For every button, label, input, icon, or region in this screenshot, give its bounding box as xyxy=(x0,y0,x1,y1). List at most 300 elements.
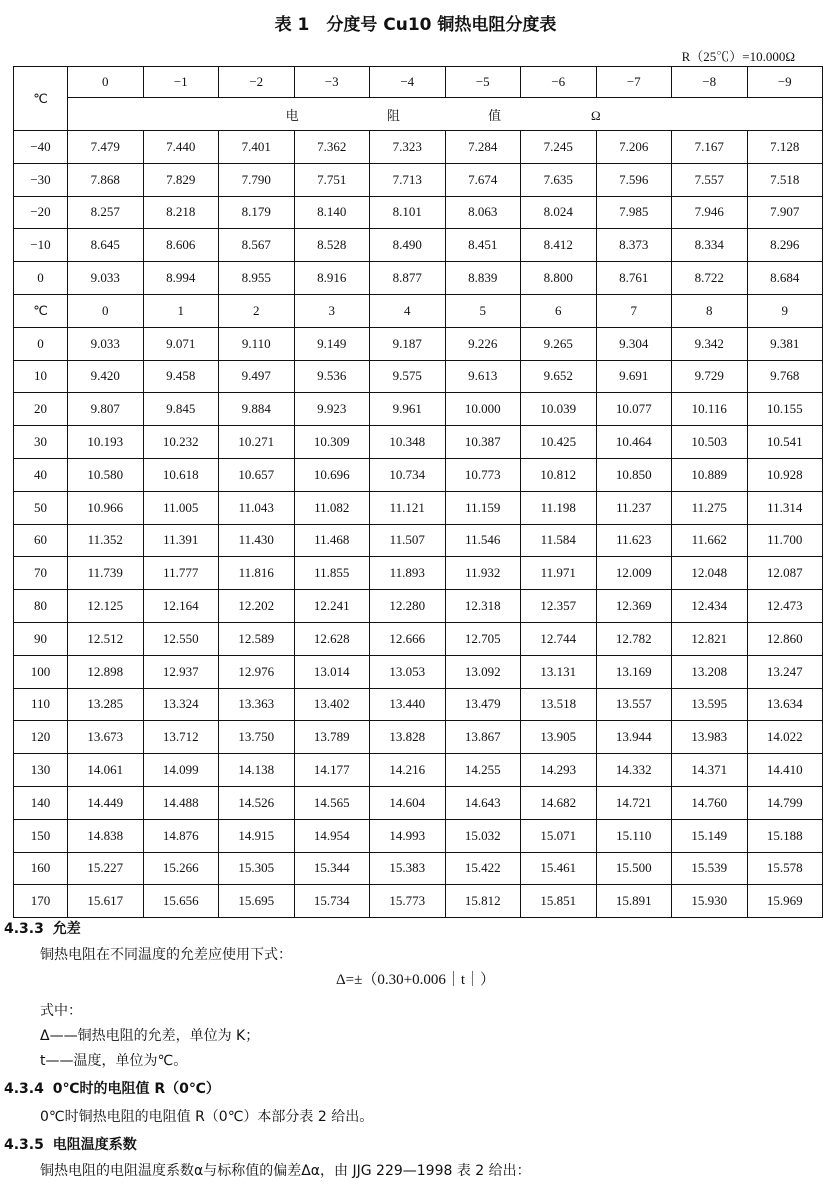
resistance-cell: 14.721 xyxy=(596,786,672,819)
resistance-cell: 8.490 xyxy=(370,229,446,262)
resistance-cell: 11.391 xyxy=(143,524,219,557)
resistance-cell: 7.167 xyxy=(672,131,748,164)
resistance-cell: 12.280 xyxy=(370,590,446,623)
unit-word: 电 xyxy=(285,107,301,123)
temperature-cell: 20 xyxy=(14,393,68,426)
resistance-cell: 13.053 xyxy=(370,655,446,688)
resistance-cell: 12.202 xyxy=(219,590,295,623)
resistance-cell: 9.575 xyxy=(370,360,446,393)
resistance-cell: 9.807 xyxy=(68,393,144,426)
resistance-cell: 11.275 xyxy=(672,491,748,524)
resistance-cell: 11.314 xyxy=(747,491,823,524)
table-row xyxy=(14,622,823,655)
resistance-cell: 11.739 xyxy=(68,557,144,590)
temperature-cell: 100 xyxy=(14,655,68,688)
resistance-cell: 10.966 xyxy=(68,491,144,524)
resistance-cell: 14.604 xyxy=(370,786,446,819)
column-header: 3 xyxy=(294,294,370,327)
resistance-cell: 11.855 xyxy=(294,557,370,590)
temperature-cell: 60 xyxy=(14,524,68,557)
column-header: 0 xyxy=(68,294,144,327)
resistance-cell: 12.241 xyxy=(294,590,370,623)
unit-row xyxy=(14,98,823,131)
resistance-cell: 7.790 xyxy=(219,163,295,196)
column-header: 4 xyxy=(370,294,446,327)
resistance-cell: 14.954 xyxy=(294,819,370,852)
temperature-cell: 130 xyxy=(14,754,68,787)
resistance-cell: 9.149 xyxy=(294,327,370,360)
unit-word: 值 xyxy=(488,107,504,123)
resistance-cell: 11.777 xyxy=(143,557,219,590)
resistance-cell: 7.362 xyxy=(294,131,370,164)
resistance-cell: 14.371 xyxy=(672,754,748,787)
resistance-cell: 15.539 xyxy=(672,852,748,885)
resistance-cell: 8.955 xyxy=(219,262,295,295)
resistance-cell: 14.526 xyxy=(219,786,295,819)
table-row xyxy=(14,426,823,459)
resistance-cell: 15.930 xyxy=(672,885,748,918)
resistance-cell: 7.245 xyxy=(521,131,597,164)
resistance-cell: 11.468 xyxy=(294,524,370,557)
resistance-cell: 15.461 xyxy=(521,852,597,885)
resistance-cell: 12.821 xyxy=(672,622,748,655)
resistance-cell: 7.907 xyxy=(747,196,823,229)
resistance-cell: 13.634 xyxy=(747,688,823,721)
resistance-cell: 15.344 xyxy=(294,852,370,885)
resistance-cell: 15.188 xyxy=(747,819,823,852)
resistance-cell: 9.265 xyxy=(521,327,597,360)
resistance-cell: 8.218 xyxy=(143,196,219,229)
temperature-cell: 0 xyxy=(14,327,68,360)
resistance-cell: 11.198 xyxy=(521,491,597,524)
resistance-cell: 8.451 xyxy=(445,229,521,262)
resistance-cell: 13.595 xyxy=(672,688,748,721)
resistance-cell: 12.357 xyxy=(521,590,597,623)
resistance-cell: 12.937 xyxy=(143,655,219,688)
resistance-cell: 14.876 xyxy=(143,819,219,852)
resistance-cell: 9.033 xyxy=(68,262,144,295)
resistance-cell: 12.048 xyxy=(672,557,748,590)
resistance-cell: 11.584 xyxy=(521,524,597,557)
resistance-cell: 10.309 xyxy=(294,426,370,459)
resistance-cell: 7.596 xyxy=(596,163,672,196)
resistance-cell: 15.617 xyxy=(68,885,144,918)
tolerance-intro: 铜热电阻在不同温度的允差应使用下式： xyxy=(40,947,292,963)
table-title: 表 1 分度号 Cu10 铜热电阻分度表 xyxy=(274,15,557,35)
column-header: −1 xyxy=(143,67,219,98)
resistance-cell: 14.760 xyxy=(672,786,748,819)
resistance-cell: 14.255 xyxy=(445,754,521,787)
resistance-cell: 7.751 xyxy=(294,163,370,196)
resistance-cell: 10.271 xyxy=(219,426,295,459)
unit-word: Ω xyxy=(591,107,603,123)
resistance-cell: 10.000 xyxy=(445,393,521,426)
resistance-cell: 9.033 xyxy=(68,327,144,360)
resistance-cell: 8.063 xyxy=(445,196,521,229)
table-row xyxy=(14,688,823,721)
resistance-cell: 15.071 xyxy=(521,819,597,852)
resistance-cell: 12.318 xyxy=(445,590,521,623)
resistance-cell: 8.994 xyxy=(143,262,219,295)
table-row xyxy=(14,885,823,918)
resistance-cell: 11.546 xyxy=(445,524,521,557)
temperature-cell: 150 xyxy=(14,819,68,852)
resistance-cell: 9.961 xyxy=(370,393,446,426)
resistance-cell: 7.440 xyxy=(143,131,219,164)
resistance-cell: 13.014 xyxy=(294,655,370,688)
table-row xyxy=(14,131,823,164)
resistance-cell: 12.898 xyxy=(68,655,144,688)
column-header: 8 xyxy=(672,294,748,327)
resistance-cell: 13.983 xyxy=(672,721,748,754)
resistance-cell: 15.851 xyxy=(521,885,597,918)
resistance-cell: 10.193 xyxy=(68,426,144,459)
temperature-cell: 40 xyxy=(14,458,68,491)
resistance-cell: 15.734 xyxy=(294,885,370,918)
resistance-cell: 15.305 xyxy=(219,852,295,885)
resistance-cell: 10.928 xyxy=(747,458,823,491)
resistance-cell: 9.923 xyxy=(294,393,370,426)
resistance-cell: 8.916 xyxy=(294,262,370,295)
resistance-cell: 12.666 xyxy=(370,622,446,655)
resistance-cell: 8.101 xyxy=(370,196,446,229)
resistance-cell: 12.125 xyxy=(68,590,144,623)
table-row xyxy=(14,754,823,787)
column-header: 5 xyxy=(445,294,521,327)
resistance-cell: 14.682 xyxy=(521,786,597,819)
resistance-cell: 9.691 xyxy=(596,360,672,393)
resistance-cell: 14.293 xyxy=(521,754,597,787)
resistance-cell: 10.387 xyxy=(445,426,521,459)
resistance-cell: 15.149 xyxy=(672,819,748,852)
temperature-unit-cell: ℃ xyxy=(14,67,68,131)
temperature-cell: 10 xyxy=(14,360,68,393)
resistance-cell: 10.850 xyxy=(596,458,672,491)
resistance-cell: 12.705 xyxy=(445,622,521,655)
temperature-cell: 50 xyxy=(14,491,68,524)
resistance-cell: 9.613 xyxy=(445,360,521,393)
resistance-cell: 11.043 xyxy=(219,491,295,524)
resistance-cell: 8.024 xyxy=(521,196,597,229)
resistance-cell: 13.867 xyxy=(445,721,521,754)
resistance-cell: 14.449 xyxy=(68,786,144,819)
resistance-cell: 9.729 xyxy=(672,360,748,393)
resistance-cell: 12.860 xyxy=(747,622,823,655)
resistance-cell: 8.839 xyxy=(445,262,521,295)
resistance-cell: 15.656 xyxy=(143,885,219,918)
resistance-cell: 15.500 xyxy=(596,852,672,885)
tolerance-formula: Δ=±（0.30+0.006｜t｜） xyxy=(336,972,495,988)
column-header: −3 xyxy=(294,67,370,98)
resistance-cell: 9.110 xyxy=(219,327,295,360)
resistance-cell: 12.550 xyxy=(143,622,219,655)
table-row xyxy=(14,229,823,262)
resistance-cell: 8.761 xyxy=(596,262,672,295)
column-header: 0 xyxy=(68,67,144,98)
table-row xyxy=(14,819,823,852)
resistance-cell: 11.816 xyxy=(219,557,295,590)
temperature-cell: 30 xyxy=(14,426,68,459)
resistance-cell: 12.976 xyxy=(219,655,295,688)
unit-word: 阻 xyxy=(386,107,402,123)
resistance-cell: 10.889 xyxy=(672,458,748,491)
resistance-cell: 14.993 xyxy=(370,819,446,852)
resistance-cell: 10.696 xyxy=(294,458,370,491)
resistance-cell: 11.507 xyxy=(370,524,446,557)
resistance-cell: 13.285 xyxy=(68,688,144,721)
temperature-cell: 90 xyxy=(14,622,68,655)
resistance-cell: 7.635 xyxy=(521,163,597,196)
resistance-cell: 9.845 xyxy=(143,393,219,426)
where-label: 式中： xyxy=(40,1003,82,1019)
column-header: 7 xyxy=(596,294,672,327)
resistance-cell: 9.342 xyxy=(672,327,748,360)
resistance-cell: 13.208 xyxy=(672,655,748,688)
resistance-cell: 8.179 xyxy=(219,196,295,229)
resistance-cell: 11.352 xyxy=(68,524,144,557)
resistance-cell: 12.512 xyxy=(68,622,144,655)
resistance-cell: 12.744 xyxy=(521,622,597,655)
table-row xyxy=(14,721,823,754)
resistance-cell: 13.789 xyxy=(294,721,370,754)
resistance-cell: 7.284 xyxy=(445,131,521,164)
temperature-cell: 110 xyxy=(14,688,68,721)
resistance-cell: 15.812 xyxy=(445,885,521,918)
resistance-cell: 13.092 xyxy=(445,655,521,688)
column-header: −4 xyxy=(370,67,446,98)
resistance-cell: 13.324 xyxy=(143,688,219,721)
section-4-3-5-heading: 4.3.5 电阻温度系数 xyxy=(4,1137,137,1153)
resistance-cell: 15.969 xyxy=(747,885,823,918)
resistance-cell: 10.580 xyxy=(68,458,144,491)
resistance-cell: 8.528 xyxy=(294,229,370,262)
definition-delta: Δ——铜热电阻的允差，单位为 K； xyxy=(40,1028,260,1044)
temperature-cell: −20 xyxy=(14,196,68,229)
resistance-cell: 8.645 xyxy=(68,229,144,262)
resistance-cell: 15.266 xyxy=(143,852,219,885)
temperature-cell: 140 xyxy=(14,786,68,819)
section-4-3-4-heading: 4.3.4 0℃时的电阻值 R（0℃） xyxy=(4,1081,220,1097)
resistance-cell: 13.557 xyxy=(596,688,672,721)
resistance-cell: 9.381 xyxy=(747,327,823,360)
resistance-cell: 15.422 xyxy=(445,852,521,885)
temperature-coefficient-text: 铜热电阻的电阻温度系数α与标称值的偏差Δα，由 JJG 229—1998 表 2 给出： xyxy=(40,1163,531,1179)
table-row xyxy=(14,163,823,196)
column-header: −6 xyxy=(521,67,597,98)
resistance-cell: 7.946 xyxy=(672,196,748,229)
resistance-cell: 13.712 xyxy=(143,721,219,754)
resistance-cell: 8.722 xyxy=(672,262,748,295)
table-row xyxy=(14,491,823,524)
resistance-cell: 11.237 xyxy=(596,491,672,524)
resistance-cell: 14.099 xyxy=(143,754,219,787)
resistance-cell: 10.618 xyxy=(143,458,219,491)
resistance-cell: 13.750 xyxy=(219,721,295,754)
resistance-cell: 14.799 xyxy=(747,786,823,819)
resistance-cell: 14.838 xyxy=(68,819,144,852)
resistance-cell: 14.565 xyxy=(294,786,370,819)
resistance-cell: 15.891 xyxy=(596,885,672,918)
table-row xyxy=(14,786,823,819)
resistance-cell: 13.518 xyxy=(521,688,597,721)
resistance-cell: 12.087 xyxy=(747,557,823,590)
resistance-cell: 8.606 xyxy=(143,229,219,262)
resistance-cell: 14.410 xyxy=(747,754,823,787)
resistance-cell: 10.077 xyxy=(596,393,672,426)
resistance-cell: 14.332 xyxy=(596,754,672,787)
resistance-cell: 9.071 xyxy=(143,327,219,360)
column-header: 1 xyxy=(143,294,219,327)
resistance-cell: 10.734 xyxy=(370,458,446,491)
column-header: 6 xyxy=(521,294,597,327)
column-header: 9 xyxy=(747,294,823,327)
resistance-cell: 13.479 xyxy=(445,688,521,721)
resistance-cell: 11.430 xyxy=(219,524,295,557)
resistance-cell: 8.567 xyxy=(219,229,295,262)
section-4-3-3-heading: 4.3.3 允差 xyxy=(4,921,81,937)
temperature-cell: −40 xyxy=(14,131,68,164)
resistance-cell: 8.800 xyxy=(521,262,597,295)
resistance-cell: 14.488 xyxy=(143,786,219,819)
resistance-cell: 13.828 xyxy=(370,721,446,754)
temperature-unit-cell: ℃ xyxy=(14,294,68,327)
table-row xyxy=(14,524,823,557)
resistance-cell: 11.971 xyxy=(521,557,597,590)
resistance-cell: 8.140 xyxy=(294,196,370,229)
resistance-cell: 11.005 xyxy=(143,491,219,524)
resistance-cell: 7.401 xyxy=(219,131,295,164)
resistance-cell: 9.652 xyxy=(521,360,597,393)
resistance-cell: 10.464 xyxy=(596,426,672,459)
table-row xyxy=(14,196,823,229)
resistance-cell: 11.662 xyxy=(672,524,748,557)
temperature-cell: −10 xyxy=(14,229,68,262)
resistance-cell: 12.164 xyxy=(143,590,219,623)
reference-resistance-note: R（25℃）=10.000Ω xyxy=(681,49,795,64)
resistance-cell: 13.131 xyxy=(521,655,597,688)
resistance-cell: 7.479 xyxy=(68,131,144,164)
resistance-cell: 7.557 xyxy=(672,163,748,196)
temperature-cell: 70 xyxy=(14,557,68,590)
column-header: −9 xyxy=(747,67,823,98)
resistance-cell: 8.296 xyxy=(747,229,823,262)
resistance-cell: 12.473 xyxy=(747,590,823,623)
positive-header-row xyxy=(14,294,823,327)
resistance-cell: 8.877 xyxy=(370,262,446,295)
resistance-cell: 10.503 xyxy=(672,426,748,459)
temperature-cell: 160 xyxy=(14,852,68,885)
resistance-cell: 12.434 xyxy=(672,590,748,623)
resistance-cell: 15.695 xyxy=(219,885,295,918)
resistance-cell: 10.657 xyxy=(219,458,295,491)
table-row xyxy=(14,262,823,295)
resistance-cell: 10.425 xyxy=(521,426,597,459)
zero-resistance-text: 0℃时铜热电阻的电阻值 R（0℃）本部分表 2 给出。 xyxy=(40,1109,374,1125)
resistance-cell: 14.915 xyxy=(219,819,295,852)
column-header: −8 xyxy=(672,67,748,98)
resistance-cell: 7.674 xyxy=(445,163,521,196)
resistance-cell: 10.116 xyxy=(672,393,748,426)
table-row xyxy=(14,655,823,688)
resistance-cell: 7.323 xyxy=(370,131,446,164)
column-header: −5 xyxy=(445,67,521,98)
resistance-cell: 11.082 xyxy=(294,491,370,524)
resistance-cell: 15.578 xyxy=(747,852,823,885)
resistance-cell: 13.402 xyxy=(294,688,370,721)
resistance-cell: 7.713 xyxy=(370,163,446,196)
resistance-cell: 14.216 xyxy=(370,754,446,787)
resistance-cell: 15.227 xyxy=(68,852,144,885)
table-row xyxy=(14,852,823,885)
resistance-cell: 9.497 xyxy=(219,360,295,393)
resistance-cell: 10.348 xyxy=(370,426,446,459)
resistance-cell: 10.232 xyxy=(143,426,219,459)
resistance-cell: 7.128 xyxy=(747,131,823,164)
resistance-cell: 14.138 xyxy=(219,754,295,787)
resistance-cell: 12.589 xyxy=(219,622,295,655)
resistance-cell: 11.121 xyxy=(370,491,446,524)
resistance-cell: 13.440 xyxy=(370,688,446,721)
resistance-cell: 12.782 xyxy=(596,622,672,655)
resistance-cell: 7.206 xyxy=(596,131,672,164)
resistance-cell: 15.383 xyxy=(370,852,446,885)
resistance-cell: 14.643 xyxy=(445,786,521,819)
resistance-cell: 10.541 xyxy=(747,426,823,459)
resistance-cell: 9.304 xyxy=(596,327,672,360)
resistance-cell: 9.884 xyxy=(219,393,295,426)
temperature-cell: 0 xyxy=(14,262,68,295)
resistance-cell: 9.458 xyxy=(143,360,219,393)
resistance-cell: 15.032 xyxy=(445,819,521,852)
resistance-cell: 13.673 xyxy=(68,721,144,754)
table-row xyxy=(14,458,823,491)
resistance-cell: 8.412 xyxy=(521,229,597,262)
resistance-cell: 9.536 xyxy=(294,360,370,393)
table-row xyxy=(14,360,823,393)
temperature-cell: 120 xyxy=(14,721,68,754)
resistance-cell: 8.257 xyxy=(68,196,144,229)
definition-t: t——温度，单位为℃。 xyxy=(40,1053,188,1069)
resistance-cell: 13.944 xyxy=(596,721,672,754)
resistance-cell: 15.773 xyxy=(370,885,446,918)
resistance-cell: 9.187 xyxy=(370,327,446,360)
resistance-cell: 13.905 xyxy=(521,721,597,754)
resistance-cell: 14.022 xyxy=(747,721,823,754)
table-row xyxy=(14,590,823,623)
column-header: 2 xyxy=(219,294,295,327)
resistance-cell: 13.363 xyxy=(219,688,295,721)
column-header: −7 xyxy=(596,67,672,98)
table-row xyxy=(14,327,823,360)
resistance-cell: 7.868 xyxy=(68,163,144,196)
cu10-resistance-table xyxy=(13,66,823,918)
resistance-cell: 14.061 xyxy=(68,754,144,787)
resistance-cell: 12.369 xyxy=(596,590,672,623)
negative-header-row xyxy=(14,67,823,98)
resistance-cell: 13.169 xyxy=(596,655,672,688)
resistance-cell: 8.684 xyxy=(747,262,823,295)
resistance-cell: 9.420 xyxy=(68,360,144,393)
resistance-cell: 11.700 xyxy=(747,524,823,557)
temperature-cell: 170 xyxy=(14,885,68,918)
resistance-cell: 12.628 xyxy=(294,622,370,655)
resistance-cell: 11.893 xyxy=(370,557,446,590)
resistance-cell: 10.155 xyxy=(747,393,823,426)
resistance-cell: 14.177 xyxy=(294,754,370,787)
table-row xyxy=(14,393,823,426)
resistance-cell: 9.768 xyxy=(747,360,823,393)
resistance-cell: 8.334 xyxy=(672,229,748,262)
